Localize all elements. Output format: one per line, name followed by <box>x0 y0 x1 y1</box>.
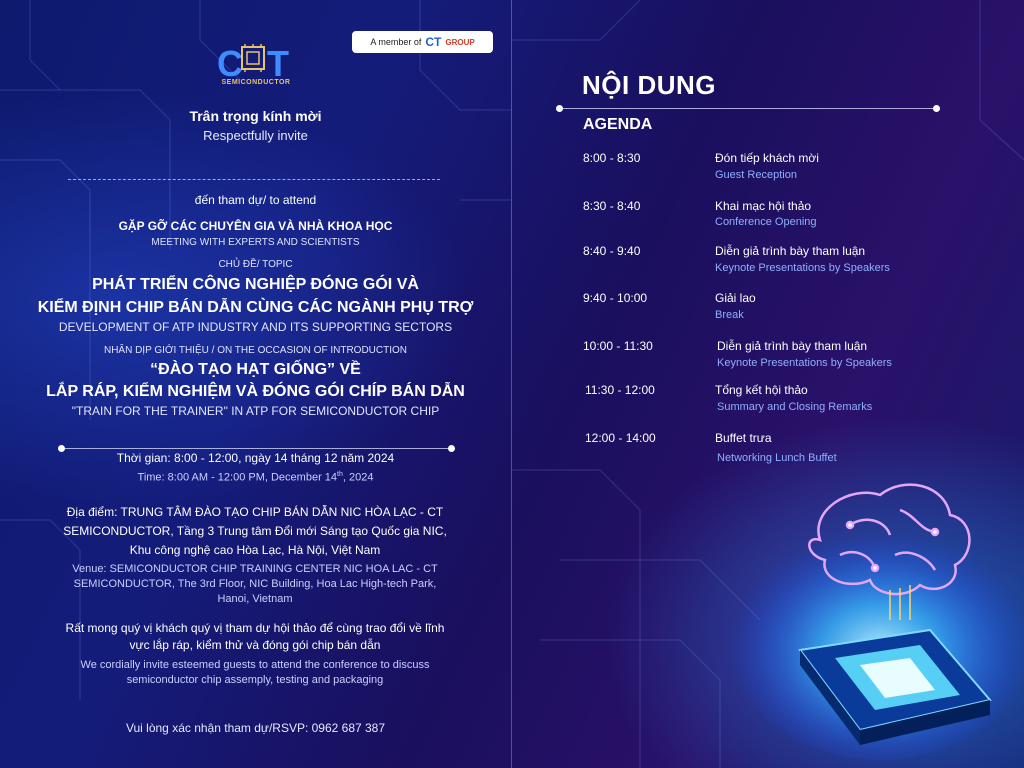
agenda-dot-left <box>556 105 563 112</box>
agenda-item-title: Buffet trưa <box>715 431 772 445</box>
time-en: Time: 8:00 AM - 12:00 PM, December 14th, 2024 <box>137 471 374 484</box>
agenda-time: 8:00 - 8:30 <box>583 151 641 165</box>
agenda-time: 12:00 - 14:00 <box>585 431 656 445</box>
agenda-item-title: Đón tiếp khách mời <box>715 151 819 165</box>
program-title-line1: “ĐÀO TẠO HẠT GIỐNG” VỀ <box>150 361 361 378</box>
member-prefix: A member of <box>370 37 422 47</box>
agenda-item-subtitle: Conference Opening <box>715 216 817 228</box>
invitation-message-en: We cordially invite esteemed guests to attend the conference to discuss semiconductor chip assemply, testing and packaging <box>80 659 430 686</box>
dashed-divider <box>68 179 440 180</box>
panel-divider <box>511 0 512 768</box>
agenda-item-subtitle: Keynote Presentations by Speakers <box>717 357 892 369</box>
meeting-en: MEETING WITH EXPERTS AND SCIENTISTS <box>151 237 360 248</box>
agenda-dot-right <box>933 105 940 112</box>
member-group: GROUP <box>445 37 475 47</box>
agenda-item-subtitle: Guest Reception <box>715 169 797 181</box>
agenda-item-subtitle: Summary and Closing Remarks <box>717 401 873 413</box>
ct-group-badge <box>352 31 493 53</box>
program-title-en: "TRAIN FOR THE TRAINER" IN ATP FOR SEMICONDUCTOR CHIP <box>71 404 440 418</box>
ai-chip-illustration <box>700 470 1024 768</box>
agenda-time: 9:40 - 10:00 <box>583 291 648 305</box>
invite-en: Respectfully invite <box>203 128 308 143</box>
occasion-label: NHÂN DỊP GIỚI THIỆU / ON THE OCCASION OF INTRODUCTION <box>103 345 408 356</box>
agenda-time: 10:00 - 11:30 <box>583 339 653 353</box>
topic-title-en: DEVELOPMENT OF ATP INDUSTRY AND ITS SUPPORTING SECTORS <box>58 320 453 334</box>
venue-vi: Địa điểm: TRUNG TÂM ĐÀO TẠO CHIP BÁN DẪN NIC HÒA LẠC - CT SEMICONDUCTOR, Tầng 3 Trung tâm Đổi mới Sáng tạo Quốc gia NIC, Khu công nghệ cao Hòa Lạc, Hà Nội, Việt Nam <box>63 505 447 557</box>
time-divider <box>62 448 452 449</box>
time-vi: Thời gian: 8:00 - 12:00, ngày 14 tháng 12 năm 2024 <box>116 451 395 465</box>
member-brand: CT <box>425 35 442 49</box>
svg-text:C: C <box>217 43 243 84</box>
meeting-vi: GẶP GỠ CÁC CHUYÊN GIA VÀ NHÀ KHOA HỌC <box>118 219 393 233</box>
attend-text: đến tham dự/ to attend <box>194 193 317 207</box>
invite-vi: Trân trọng kính mời <box>189 108 322 124</box>
agenda-item-title: Diễn giả trình bày tham luận <box>715 244 866 258</box>
invitation-panel <box>0 0 511 768</box>
agenda-item-subtitle: Keynote Presentations by Speakers <box>715 262 890 274</box>
logo-tagline: SEMICONDUCTOR <box>221 79 291 86</box>
topic-label: CHỦ ĐỀ/ TOPIC <box>218 259 293 270</box>
agenda-divider <box>560 108 937 109</box>
agenda-item-title: Tổng kết hội thảo <box>715 383 808 397</box>
rsvp-text: Vui lòng xác nhận tham dự/RSVP: 0962 687 387 <box>125 721 386 735</box>
agenda-time: 8:40 - 9:40 <box>583 244 641 258</box>
agenda-item-title: Diễn giả trình bày tham luận <box>717 339 868 353</box>
agenda-item-title: Giải lao <box>715 291 756 305</box>
agenda-title-vi: NỘI DUNG <box>582 70 716 100</box>
agenda-item-subtitle: Break <box>715 309 744 321</box>
topic-title-line1: PHÁT TRIỂN CÔNG NGHIỆP ĐÓNG GÓI VÀ <box>92 276 419 293</box>
venue-en: Venue: SEMICONDUCTOR CHIP TRAINING CENTER NIC HOA LAC - CT SEMICONDUCTOR, The 3rd Floor, NIC Building, Hoa Lac High-tech Park, Hanoi, Vietnam <box>72 563 438 605</box>
svg-text:T: T <box>267 43 289 84</box>
invitation-message-vi: Rất mong quý vị khách quý vị tham dự hội thảo để cùng trao đổi về lĩnh vực lắp ráp, kiểm thử và đóng gói chip bán dẫn <box>65 621 445 652</box>
topic-title-line2: KIỂM ĐỊNH CHIP BÁN DẪN CÙNG CÁC NGÀNH PHỤ TRỢ <box>37 299 474 316</box>
agenda-title-en: AGENDA <box>583 116 653 133</box>
program-title-line2: LẮP RÁP, KIỂM NGHIỆM VÀ ĐÓNG GÓI CHÍP BÁN DẪN <box>46 383 465 400</box>
agenda-item-subtitle: Networking Lunch Buffet <box>717 452 837 464</box>
agenda-item-title: Khai mạc hội thảo <box>715 199 812 213</box>
agenda-time: 8:30 - 8:40 <box>583 199 641 213</box>
agenda-time: 11:30 - 12:00 <box>585 383 655 397</box>
